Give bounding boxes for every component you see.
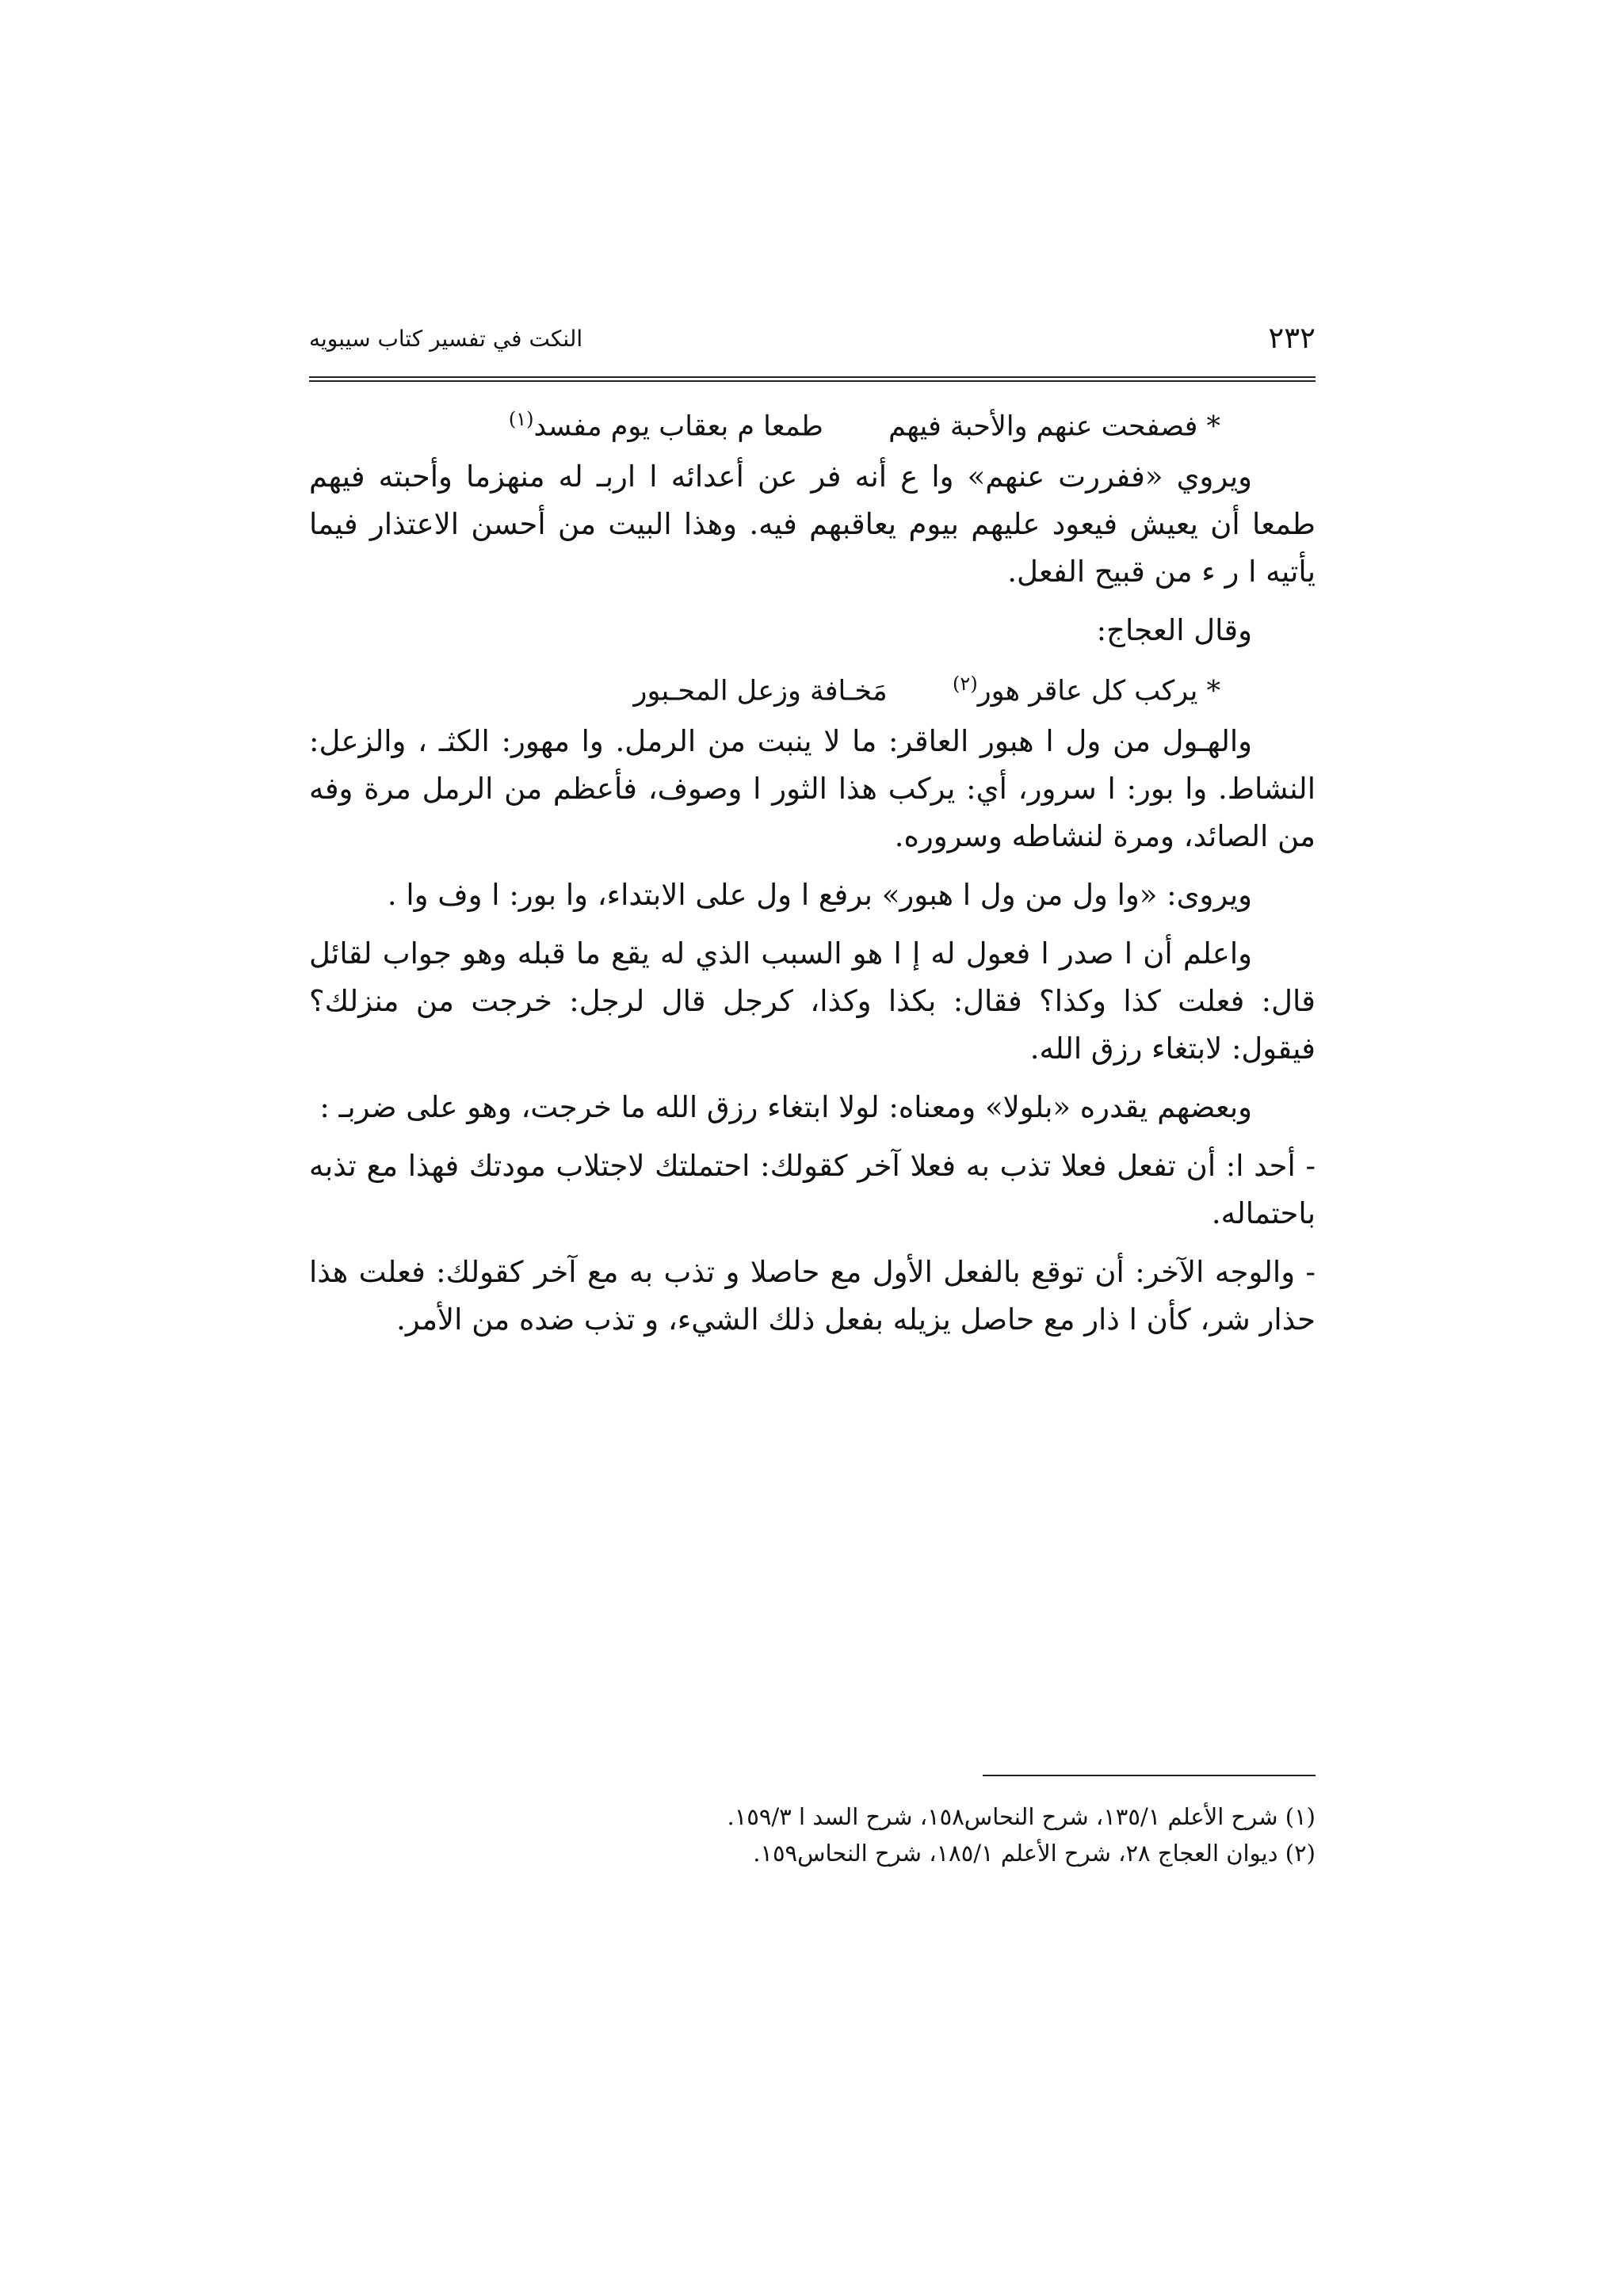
main-text <box>309 396 1316 1355</box>
running-header <box>309 313 1316 373</box>
paragraph: وبعضهم يقدره «بلولا» ومعناه: لولا ابتغاء رزق الله ما خرجت، وهو على ضربـ : <box>319 1090 1252 1124</box>
footnote: (١) شرح الأعلم ١٣٥/١، شرح النحاس١٥٨، شرح السد ا ١٥٩/٣. <box>727 1803 1316 1830</box>
footnotes <box>309 1798 1316 1871</box>
verse-second-hemistich: طمعا م بعقاب يوم مفسد <box>533 410 823 443</box>
verse-second-hemistich: مَخـافة وزعل المحـبور <box>633 675 888 707</box>
paragraph: - أحد ا: أن تفعل فعلا تذب به فعلا آخر كقولك: احتملتك لاجتلاب مودتك فهذا مع تذبه باحتماله. <box>309 1149 1316 1230</box>
footnote-rule <box>983 1775 1316 1776</box>
paragraph: والهـول من ول ا هبور العاقر: ما لا ينبت من الرمل. وا مهور: الكثـ ، والزعل: النشاط. وا بور: ا سرور، أي: يركب هذا الثور ا وصوف، فأعظم من الرمل مرة وفه من الصائد، ومرة لنشاطه وسروره. <box>309 724 1316 853</box>
paragraph: ويروي «ففررت عنهم» وا ع أنه فر عن أعدائه ا اربـ له منهزما وأحبته فيهم طمعا أن يعيش فيعود عليهم بيوم يعاقبهم فيه. وهذا البيت من أحسن الاعتذار فيما يأتيه ا ر ء من قبيح الفعل. <box>309 460 1316 589</box>
paragraph: - والوجه الآخر: أن توقع بالفعل الأول مع حاصلا و تذب به مع آخر كقولك: فعلت هذا حذار شر، كأن ا ذار مع حاصل يزيله بفعل ذلك الشيء، و تذب ضده من الأمر. <box>309 1255 1316 1337</box>
paragraph: ويروى: «وا ول من ول ا هبور» برفع ا ول على الابتداء، وا بور: ا وف وا . <box>387 878 1252 912</box>
verse-line <box>309 661 1316 708</box>
verse-first-hemistich: يركب كل عاقر هور <box>977 675 1198 707</box>
verse-star: * <box>1206 410 1220 443</box>
book-title: النكت في تفسير كتاب سيبويه <box>309 326 583 352</box>
paragraph: واعلم أن ا صدر ا فعول له إ ا هو السبب الذي له يقع ما قبله وهو جواب لقائل قال: فعلت كذا وكذا؟ فقال: بكذا وكذا، كرجل قال لرجل: خرجت من منزلك؟ فيقول: لابتغاء رزق الله. <box>309 936 1316 1066</box>
page-number: ٢٣٢ <box>1268 321 1316 355</box>
footnote-ref: (١) <box>508 408 534 430</box>
book-page <box>309 313 1316 2016</box>
header-rule <box>309 376 1316 382</box>
verse-line <box>309 396 1316 444</box>
verse-first-hemistich: فصفحت عنهم والأحبة فيهم <box>888 410 1198 443</box>
paragraph: وقال العجاج: <box>1096 613 1252 647</box>
verse-star: * <box>1206 675 1220 707</box>
footnote-ref: (٢) <box>953 673 978 695</box>
footnote: (٢) ديوان العجاج ٢٨، شرح الأعلم ١٨٥/١، شرح النحاس١٥٩. <box>753 1840 1316 1867</box>
